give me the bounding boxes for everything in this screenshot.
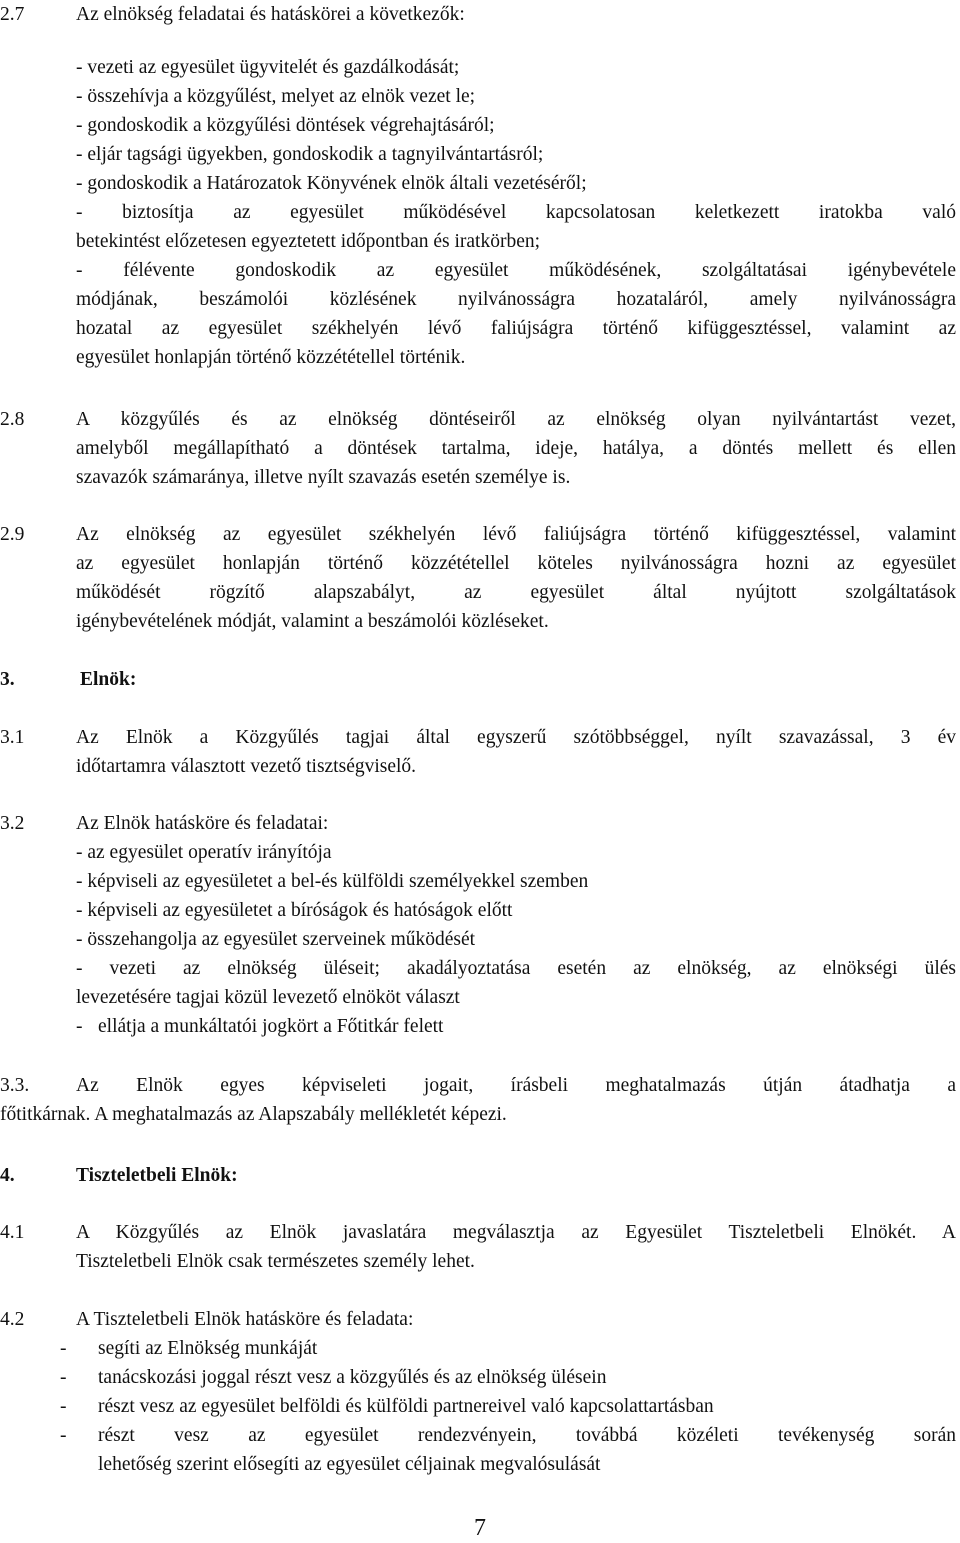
list-dash: - [60, 1396, 67, 1417]
section-heading: Az Elnök hatásköre és feladatai: [76, 813, 329, 834]
list-item: - az egyesület operatív irányítója [76, 842, 332, 863]
list-item: - vezeti az egyesület ügyvitelét és gazdálkodását; [76, 57, 460, 78]
paragraph-line: szavazók számaránya, illetve nyílt szavazás esetén személye is. [76, 467, 571, 488]
list-item: részt vesz az egyesület belföldi és külföldi partnereivel való kapcsolattartásban [98, 1396, 714, 1417]
paragraph-line: Az Elnök egyes képviseleti jogait, írásbeli meghatalmazás útján átadhatja a [76, 1075, 956, 1096]
list-item-continuation: módjának, beszámolói közlésének nyilvánosságra hozataláról, amely nyilvánosságra [76, 289, 956, 310]
list-item-continuation: hozatal az egyesület székhelyén lévő faliújságra történő kifüggesztéssel, valamint az [76, 318, 956, 339]
list-item: - eljár tagsági ügyekben, gondoskodik a tagnyilvántartásról; [76, 144, 544, 165]
list-item: ellátja a munkáltatói jogkört a Főtitkár felett [98, 1016, 444, 1037]
section-number: 4. [0, 1165, 15, 1186]
paragraph-line: főtitkárnak. A meghatalmazás az Alapszabály mellékletét képezi. [0, 1104, 507, 1125]
section-number: 4.1 [0, 1222, 25, 1243]
paragraph-line: működését rögzítő alapszabályt, az egyesület által nyújtott szolgáltatások [76, 582, 956, 603]
list-dash: - [60, 1425, 67, 1446]
paragraph-line: Az elnökség az egyesület székhelyén lévő faliújságra történő kifüggesztéssel, valamint [76, 524, 956, 545]
list-item: - biztosítja az egyesület működésével kapcsolatosan keletkezett iratokba való [76, 202, 956, 223]
section-heading: Az elnökség feladatai és hatáskörei a következők: [76, 4, 465, 25]
paragraph-line: időtartamra választott vezető tisztségviselő. [76, 756, 417, 777]
list-item: - vezeti az elnökség üléseit; akadályoztatása esetén az elnökség, az elnökségi ülés [76, 958, 956, 979]
paragraph-line: Az Elnök a Közgyűlés tagjai által egyszerű szótöbbséggel, nyílt szavazással, 3 év [76, 727, 956, 748]
list-item: részt vesz az egyesület rendezvényein, továbbá közéleti tevékenység során [98, 1425, 956, 1446]
section-number: 2.7 [0, 4, 25, 25]
paragraph-line: A közgyűlés és az elnökség döntéseiről az elnökség olyan nyilvántartást vezet, [76, 409, 956, 430]
list-item-continuation: levezetésére tagjai közül levezető elnököt választ [76, 987, 460, 1008]
list-item: - képviseli az egyesületet a bel-és külföldi személyekkel szemben [76, 871, 589, 892]
list-item: - összehangolja az egyesület szerveinek működését [76, 929, 476, 950]
section-number: 4.2 [0, 1309, 25, 1330]
section-title: Elnök: [80, 669, 137, 690]
section-number: 2.8 [0, 409, 25, 430]
page-number: 7 [474, 1515, 486, 1541]
section-number: 3.1 [0, 727, 25, 748]
list-item: tanácskozási joggal részt vesz a közgyűlés és az elnökség ülésein [98, 1367, 607, 1388]
section-heading: A Tiszteletbeli Elnök hatásköre és feladata: [76, 1309, 414, 1330]
paragraph-line: igénybevételének módját, valamint a beszámolói közléseket. [76, 611, 549, 632]
paragraph-line: A Közgyűlés az Elnök javaslatára megválasztja az Egyesület Tiszteletbeli Elnökét. A [76, 1222, 956, 1243]
list-item-continuation: betekintést előzetesen egyeztetett időpontban és iratkörben; [76, 231, 541, 252]
section-number: 3.3. [0, 1075, 30, 1096]
list-item: - képviseli az egyesületet a bíróságok és hatóságok előtt [76, 900, 513, 921]
list-item: - félévente gondoskodik az egyesület működésének, szolgáltatásai igénybevétele [76, 260, 956, 281]
list-item: - gondoskodik a közgyűlési döntések végrehajtásáról; [76, 115, 495, 136]
list-item-continuation: lehetőség szerint elősegíti az egyesület céljainak megvalósulását [98, 1454, 601, 1475]
paragraph-line: Tiszteletbeli Elnök csak természetes személy lehet. [76, 1251, 475, 1272]
list-dash: - [60, 1338, 67, 1359]
list-item-continuation: egyesület honlapján történő közzététellel történik. [76, 347, 466, 368]
section-number: 3. [0, 669, 15, 690]
list-dash: - [60, 1367, 67, 1388]
list-item: - összehívja a közgyűlést, melyet az elnök vezet le; [76, 86, 476, 107]
section-number: 2.9 [0, 524, 25, 545]
section-number: 3.2 [0, 813, 25, 834]
section-title: Tiszteletbeli Elnök: [76, 1165, 238, 1186]
list-item: - gondoskodik a Határozatok Könyvének elnök általi vezetéséről; [76, 173, 587, 194]
paragraph-line: amelyből megállapítható a döntések tartalma, ideje, hatálya, a döntés mellett és ellen [76, 438, 956, 459]
list-dash: - [76, 1016, 83, 1037]
list-item: segíti az Elnökség munkáját [98, 1338, 318, 1359]
paragraph-line: az egyesület honlapján történő közzététellel köteles nyilvánosságra hozni az egyesület [76, 553, 956, 574]
